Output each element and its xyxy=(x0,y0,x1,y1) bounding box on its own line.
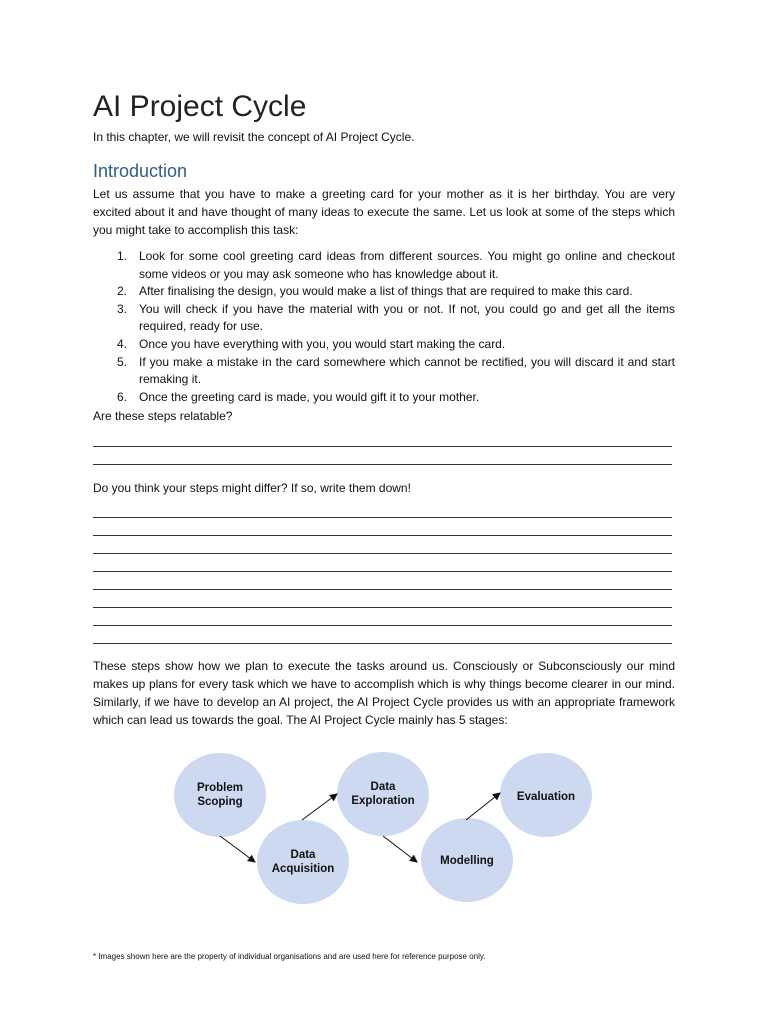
list-text: Once the greeting card is made, you would gift it to your mother. xyxy=(139,389,480,404)
stage-data-exploration xyxy=(337,752,429,836)
page-title: AI Project Cycle xyxy=(93,90,307,123)
list-item xyxy=(93,283,675,301)
list-number: 4. xyxy=(116,336,127,351)
stage-label-line2: Exploration xyxy=(351,795,415,807)
arrow-scoping-to-acquisition xyxy=(220,836,255,862)
stage-problem-scoping xyxy=(174,753,266,837)
answer-line[interactable] xyxy=(93,553,672,554)
footnote: * Images shown here are the property of individual organisations and are used here for reference purpose only. xyxy=(93,952,486,961)
stage-label-line1: Data xyxy=(290,849,316,861)
answer-line[interactable] xyxy=(93,625,672,626)
intro-line: In this chapter, we will revisit the concept of AI Project Cycle. xyxy=(93,130,415,144)
arrow-acquisition-to-exploration xyxy=(302,794,337,820)
paragraph-stages: These steps show how we plan to execute the tasks around us. Consciously or Subconsciously our mind makes up plans for every task which we have to accomplish which is why things become clearer in our mind. Similarly, if we have to develop an AI project, the AI Project Cycle provides us with an appropriate framework which can lead us towards the goal. The AI Project Cycle mainly has 5 stages: xyxy=(93,659,675,727)
stage-label-line2: Scoping xyxy=(197,796,243,808)
list-item xyxy=(93,336,675,354)
list-number: 5. xyxy=(116,354,127,369)
answer-line[interactable] xyxy=(93,446,672,447)
list-number: 1. xyxy=(116,249,127,263)
section-heading: Introduction xyxy=(93,161,188,181)
list-item xyxy=(93,389,675,407)
answer-line[interactable] xyxy=(93,517,672,518)
ai-project-cycle-diagram xyxy=(170,750,600,910)
list-number: 3. xyxy=(116,301,127,316)
list-text: Once you have everything with you, you would start making the card. xyxy=(139,336,506,351)
steps-list xyxy=(93,248,675,406)
stage-evaluation xyxy=(500,753,592,837)
question-differ: Do you think your steps might differ? If so, write them down! xyxy=(93,481,411,495)
stage-label-line1: Data xyxy=(370,781,396,793)
list-text: You will check if you have the material with you or not. If not, you could go and get all the items required, ready for use. xyxy=(139,301,675,334)
stage-label-line1: Problem xyxy=(196,782,244,794)
stage-label-line1: Evaluation xyxy=(516,791,576,803)
list-text: If you make a mistake in the card somewhere which cannot be rectified, you will discard it and start remaking it. xyxy=(139,354,675,387)
list-item xyxy=(93,301,675,336)
answer-line[interactable] xyxy=(93,535,672,536)
arrow-modelling-to-evaluation xyxy=(466,793,500,820)
list-item xyxy=(93,354,675,389)
list-number: 2. xyxy=(116,284,127,299)
arrow-exploration-to-modelling xyxy=(383,836,417,862)
stage-label-line1: Modelling xyxy=(440,855,494,867)
stage-label-line2: Acquisition xyxy=(271,863,335,875)
question-relatable: Are these steps relatable? xyxy=(93,409,233,423)
stage-modelling xyxy=(421,818,513,902)
stage-data-acquisition xyxy=(257,820,349,904)
answer-line[interactable] xyxy=(93,571,672,572)
answer-line[interactable] xyxy=(93,643,672,644)
answer-line[interactable] xyxy=(93,464,672,465)
list-text: After finalising the design, you would make a list of things that are required to make this card. xyxy=(139,284,633,299)
list-text: Look for some cool greeting card ideas from different sources. You might go online and checkout some videos or you may ask someone who has knowledge about it. xyxy=(139,249,675,281)
list-number: 6. xyxy=(116,389,127,404)
answer-line[interactable] xyxy=(93,607,672,608)
answer-line[interactable] xyxy=(93,589,672,590)
list-item xyxy=(93,248,675,283)
paragraph-intro: Let us assume that you have to make a greeting card for your mother as it is her birthday. You are very excited about it and have thought of many ideas to execute the same. Let us look at some of the steps which you might take to accomplish this task: xyxy=(93,187,675,237)
